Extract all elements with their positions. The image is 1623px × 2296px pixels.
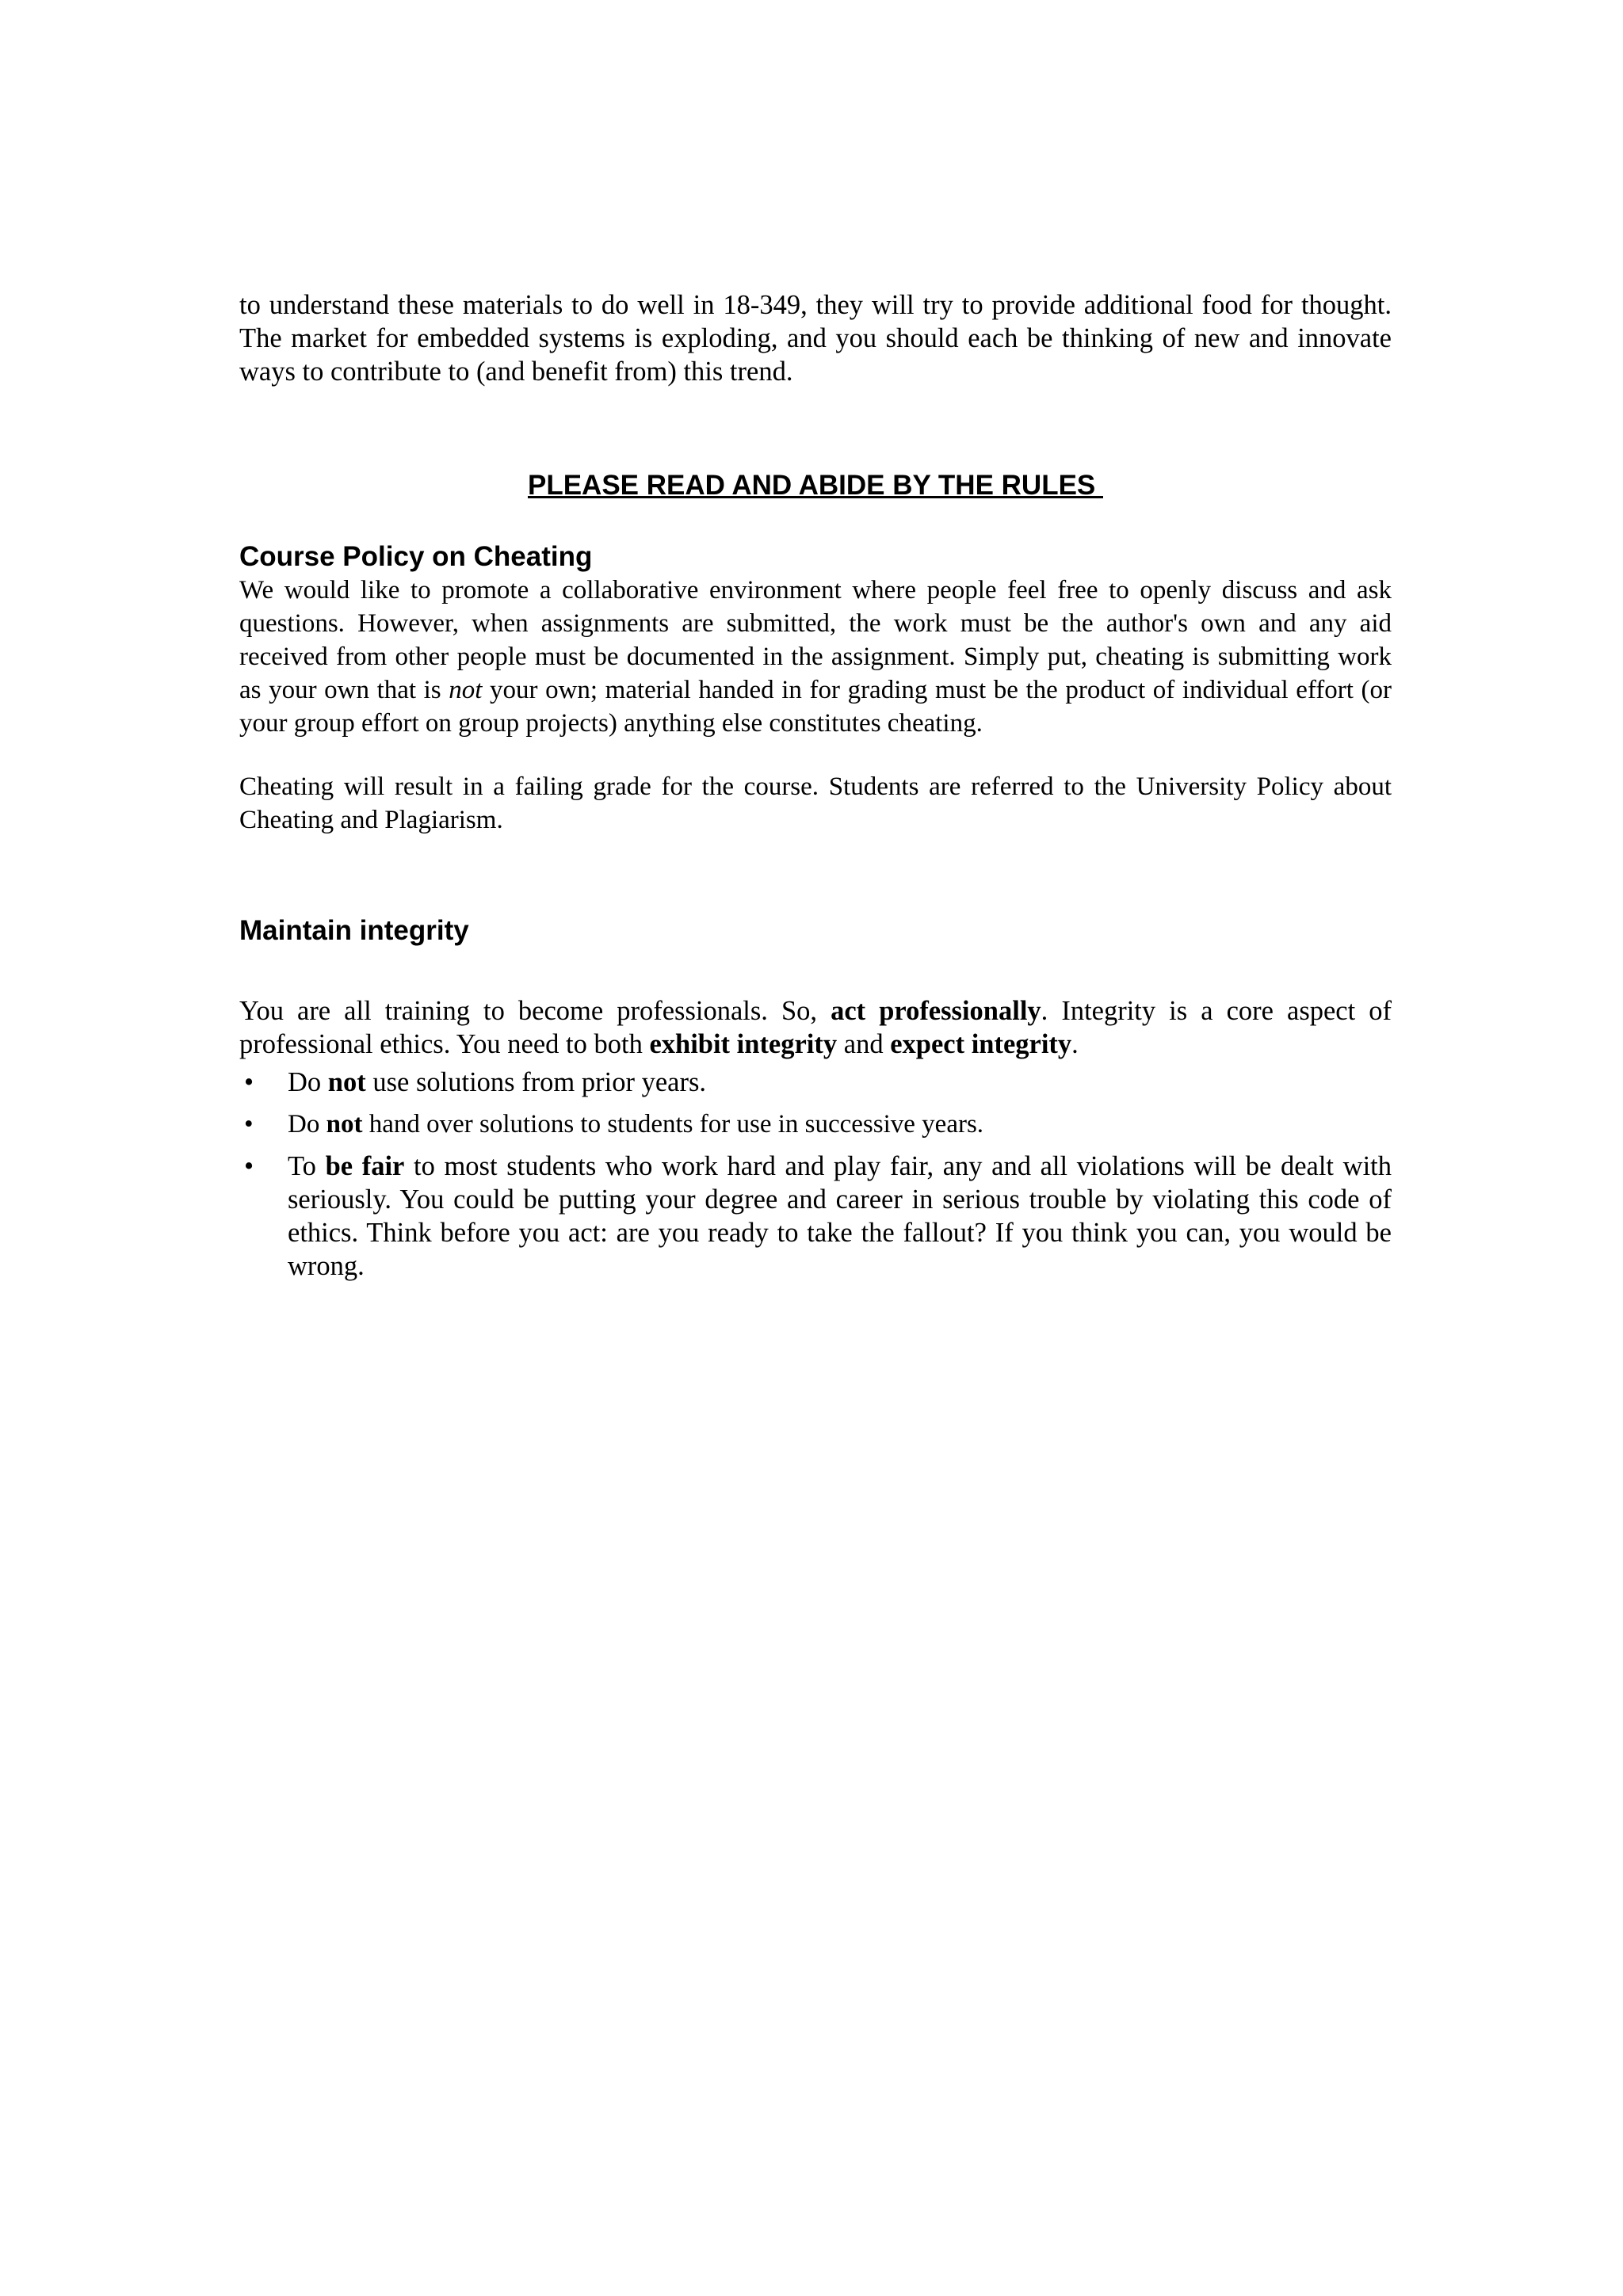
intro-paragraph: to understand these materials to do well in 18-349, they will try to provide additional food for thought. The market for embedded systems is exploding, and you should each be thinking of new and innovate ways to contribute to (and benefit from) this trend. — [239, 290, 1392, 387]
integrity-heading: Maintain integrity — [239, 915, 469, 946]
list-item: • Do not use solutions from prior years. — [244, 1067, 706, 1097]
bold-expect-integrity: expect integrity — [890, 1029, 1072, 1059]
list-item: • Do not hand over solutions to students for use in successive years. — [239, 1108, 1392, 1141]
integrity-bullet-list — [239, 1066, 1392, 1283]
emphasis-not: not — [449, 676, 483, 704]
bold-exhibit-integrity: exhibit integrity — [649, 1029, 838, 1059]
page-content — [239, 288, 1392, 1283]
rules-title: PLEASE READ AND ABIDE BY THE RULES — [527, 470, 1103, 501]
cheating-heading: Course Policy on Cheating — [239, 541, 593, 572]
list-item: • To be fair to most students who work hard and play fair, any and all violations will be dealt with seriously. You could be putting your degree and career in serious trouble by violating this code of ethics. Think before you act: are you ready to take the fallout? If you think you can, you would be wrong. — [244, 1151, 1392, 1281]
cheating-paragraph: We would like to promote a collaborative environment where people feel free to openly discuss and ask questions. However, when assignments are submitted, the work must be the author's own and any aid received from other people must be documented in the assignment. Simply put, cheating is submitting work as your own that is not your own; material handed in for grading must be the product of individual effort (or your group effort on group projects) anything else constitutes cheating. — [239, 576, 1392, 738]
bullet-icon: • — [244, 1110, 254, 1138]
bold-act-professionally: act professionally — [831, 996, 1041, 1026]
bullet-icon: • — [244, 1067, 254, 1097]
bullet-icon: • — [244, 1151, 254, 1181]
integrity-paragraph: You are all training to become professionals. So, act professionally. Integrity is a core aspect of professional ethics. You need to both exhibit integrity and expect integrity. — [239, 996, 1392, 1059]
cheating-consequence-paragraph: Cheating will result in a failing grade for the course. Students are referred to the University Policy about Cheating and Plagiarism. — [239, 772, 1392, 834]
